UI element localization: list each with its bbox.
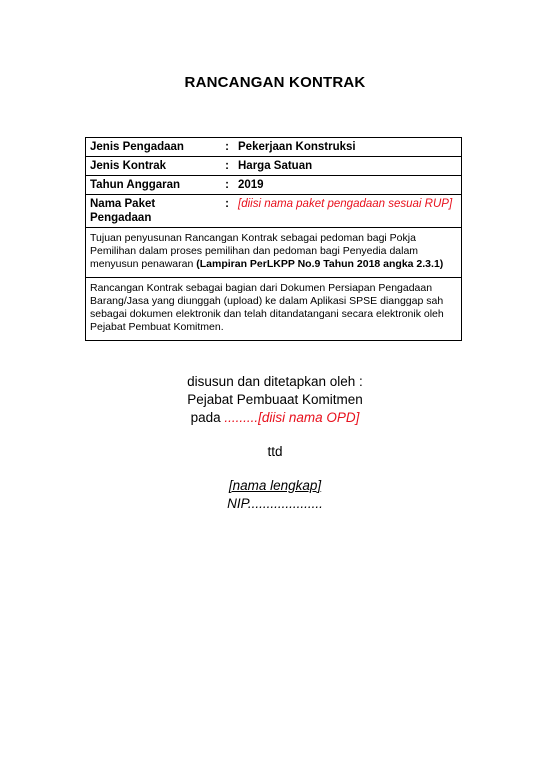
row-colon: :	[225, 179, 229, 191]
ttd-label: ttd	[267, 444, 283, 459]
sign-line-3-prefix: pada	[190, 410, 225, 425]
sign-line-1: disusun dan ditetapkan oleh :	[187, 374, 363, 389]
sign-line-3	[0, 409, 550, 427]
signatory-nip: NIP....................	[227, 496, 323, 511]
table-row-jenis-pengadaan	[86, 138, 461, 157]
row-value: 2019	[238, 179, 264, 191]
signature-block	[0, 373, 550, 513]
signatory-name: [nama lengkap]	[228, 478, 322, 493]
table-row-jenis-kontrak	[86, 157, 461, 176]
table-row-tahun-anggaran	[86, 176, 461, 195]
document-title: RANCANGAN KONTRAK	[184, 74, 366, 91]
row-colon: :	[225, 160, 229, 172]
row-value: Harga Satuan	[238, 160, 313, 172]
opd-placeholder: .........[diisi nama OPD]	[224, 410, 360, 425]
row-colon: :	[225, 198, 229, 210]
sign-line-2: Pejabat Pembuaat Komitmen	[187, 392, 363, 407]
row-label: Nama Paket Pengadaan	[90, 198, 156, 224]
row-label: Jenis Kontrak	[90, 160, 167, 172]
row-label: Tahun Anggaran	[90, 179, 181, 191]
row-value: Pekerjaan Konstruksi	[238, 141, 356, 153]
table-row-nama-paket	[86, 195, 461, 228]
info-table	[85, 137, 462, 341]
purpose-reference: (Lampiran PerLKPP No.9 Tahun 2018 angka 2.3.1)	[196, 258, 444, 270]
row-colon: :	[225, 141, 229, 153]
purpose-text: Tujuan penyusunan Rancangan Kontrak sebagai pedoman bagi Pokja Pemilihan dalam proses pemilihan dan pedoman bagi Penyedia dalam menyusun penawaran	[90, 232, 419, 270]
row-value-placeholder: [diisi nama paket pengadaan sesuai RUP]	[238, 198, 453, 210]
row-label: Jenis Pengadaan	[90, 141, 184, 153]
spse-paragraph: Rancangan Kontrak sebagai bagian dari Dokumen Persiapan Pengadaan Barang/Jasa yang diunggah (upload) ke dalam Aplikasi SPSE dianggap sah sebagai dokumen elektronik dan telah ditandatangani secara elektronik oleh Pejabat Pembuat Komitmen.	[90, 282, 444, 333]
purpose-paragraph	[86, 228, 461, 278]
